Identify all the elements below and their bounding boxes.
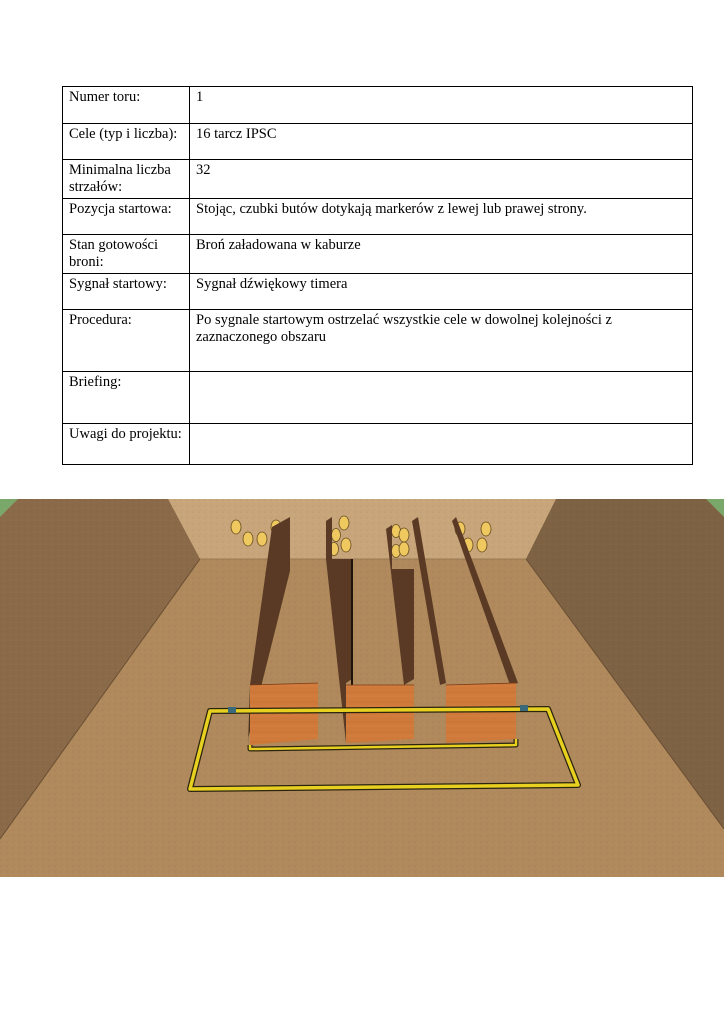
table-row: [63, 424, 693, 465]
table-row: [63, 235, 693, 274]
row-label-lane-number: Numer toru:: [63, 87, 190, 124]
table-row: [63, 274, 693, 310]
row-value-design-notes: [190, 424, 693, 465]
row-label-min-rounds: Minimalna liczba strzałów:: [63, 160, 190, 199]
row-label-start-signal: Sygnał startowy:: [63, 274, 190, 310]
row-value-briefing: [190, 372, 693, 424]
start-marker-left: [228, 707, 236, 713]
stage-description-table: [62, 86, 693, 465]
stage-3d-render: [0, 499, 724, 877]
row-label-procedure: Procedura:: [63, 310, 190, 372]
row-value-ready-condition: Broń załadowana w kaburze: [190, 235, 693, 274]
row-label-start-position: Pozycja startowa:: [63, 199, 190, 235]
table-row: [63, 310, 693, 372]
start-marker-right: [520, 705, 528, 711]
row-value-targets: 16 tarcz IPSC: [190, 124, 693, 160]
table-row: [63, 87, 693, 124]
row-value-start-signal: Sygnał dźwiękowy timera: [190, 274, 693, 310]
row-label-design-notes: Uwagi do projektu:: [63, 424, 190, 465]
table-row: [63, 199, 693, 235]
row-value-lane-number: 1: [190, 87, 693, 124]
table-row: [63, 372, 693, 424]
row-label-briefing: Briefing:: [63, 372, 190, 424]
row-label-targets: Cele (typ i liczba):: [63, 124, 190, 160]
row-label-ready-condition: Stan gotowości broni:: [63, 235, 190, 274]
table-row: [63, 160, 693, 199]
table-row: [63, 124, 693, 160]
row-value-min-rounds: 32: [190, 160, 693, 199]
row-value-start-position: Stojąc, czubki butów dotykają markerów z lewej lub prawej strony.: [190, 199, 693, 235]
row-value-procedure: Po sygnale startowym ostrzelać wszystkie cele w dowolnej kolejności z zaznaczonego obszaru: [190, 310, 693, 372]
